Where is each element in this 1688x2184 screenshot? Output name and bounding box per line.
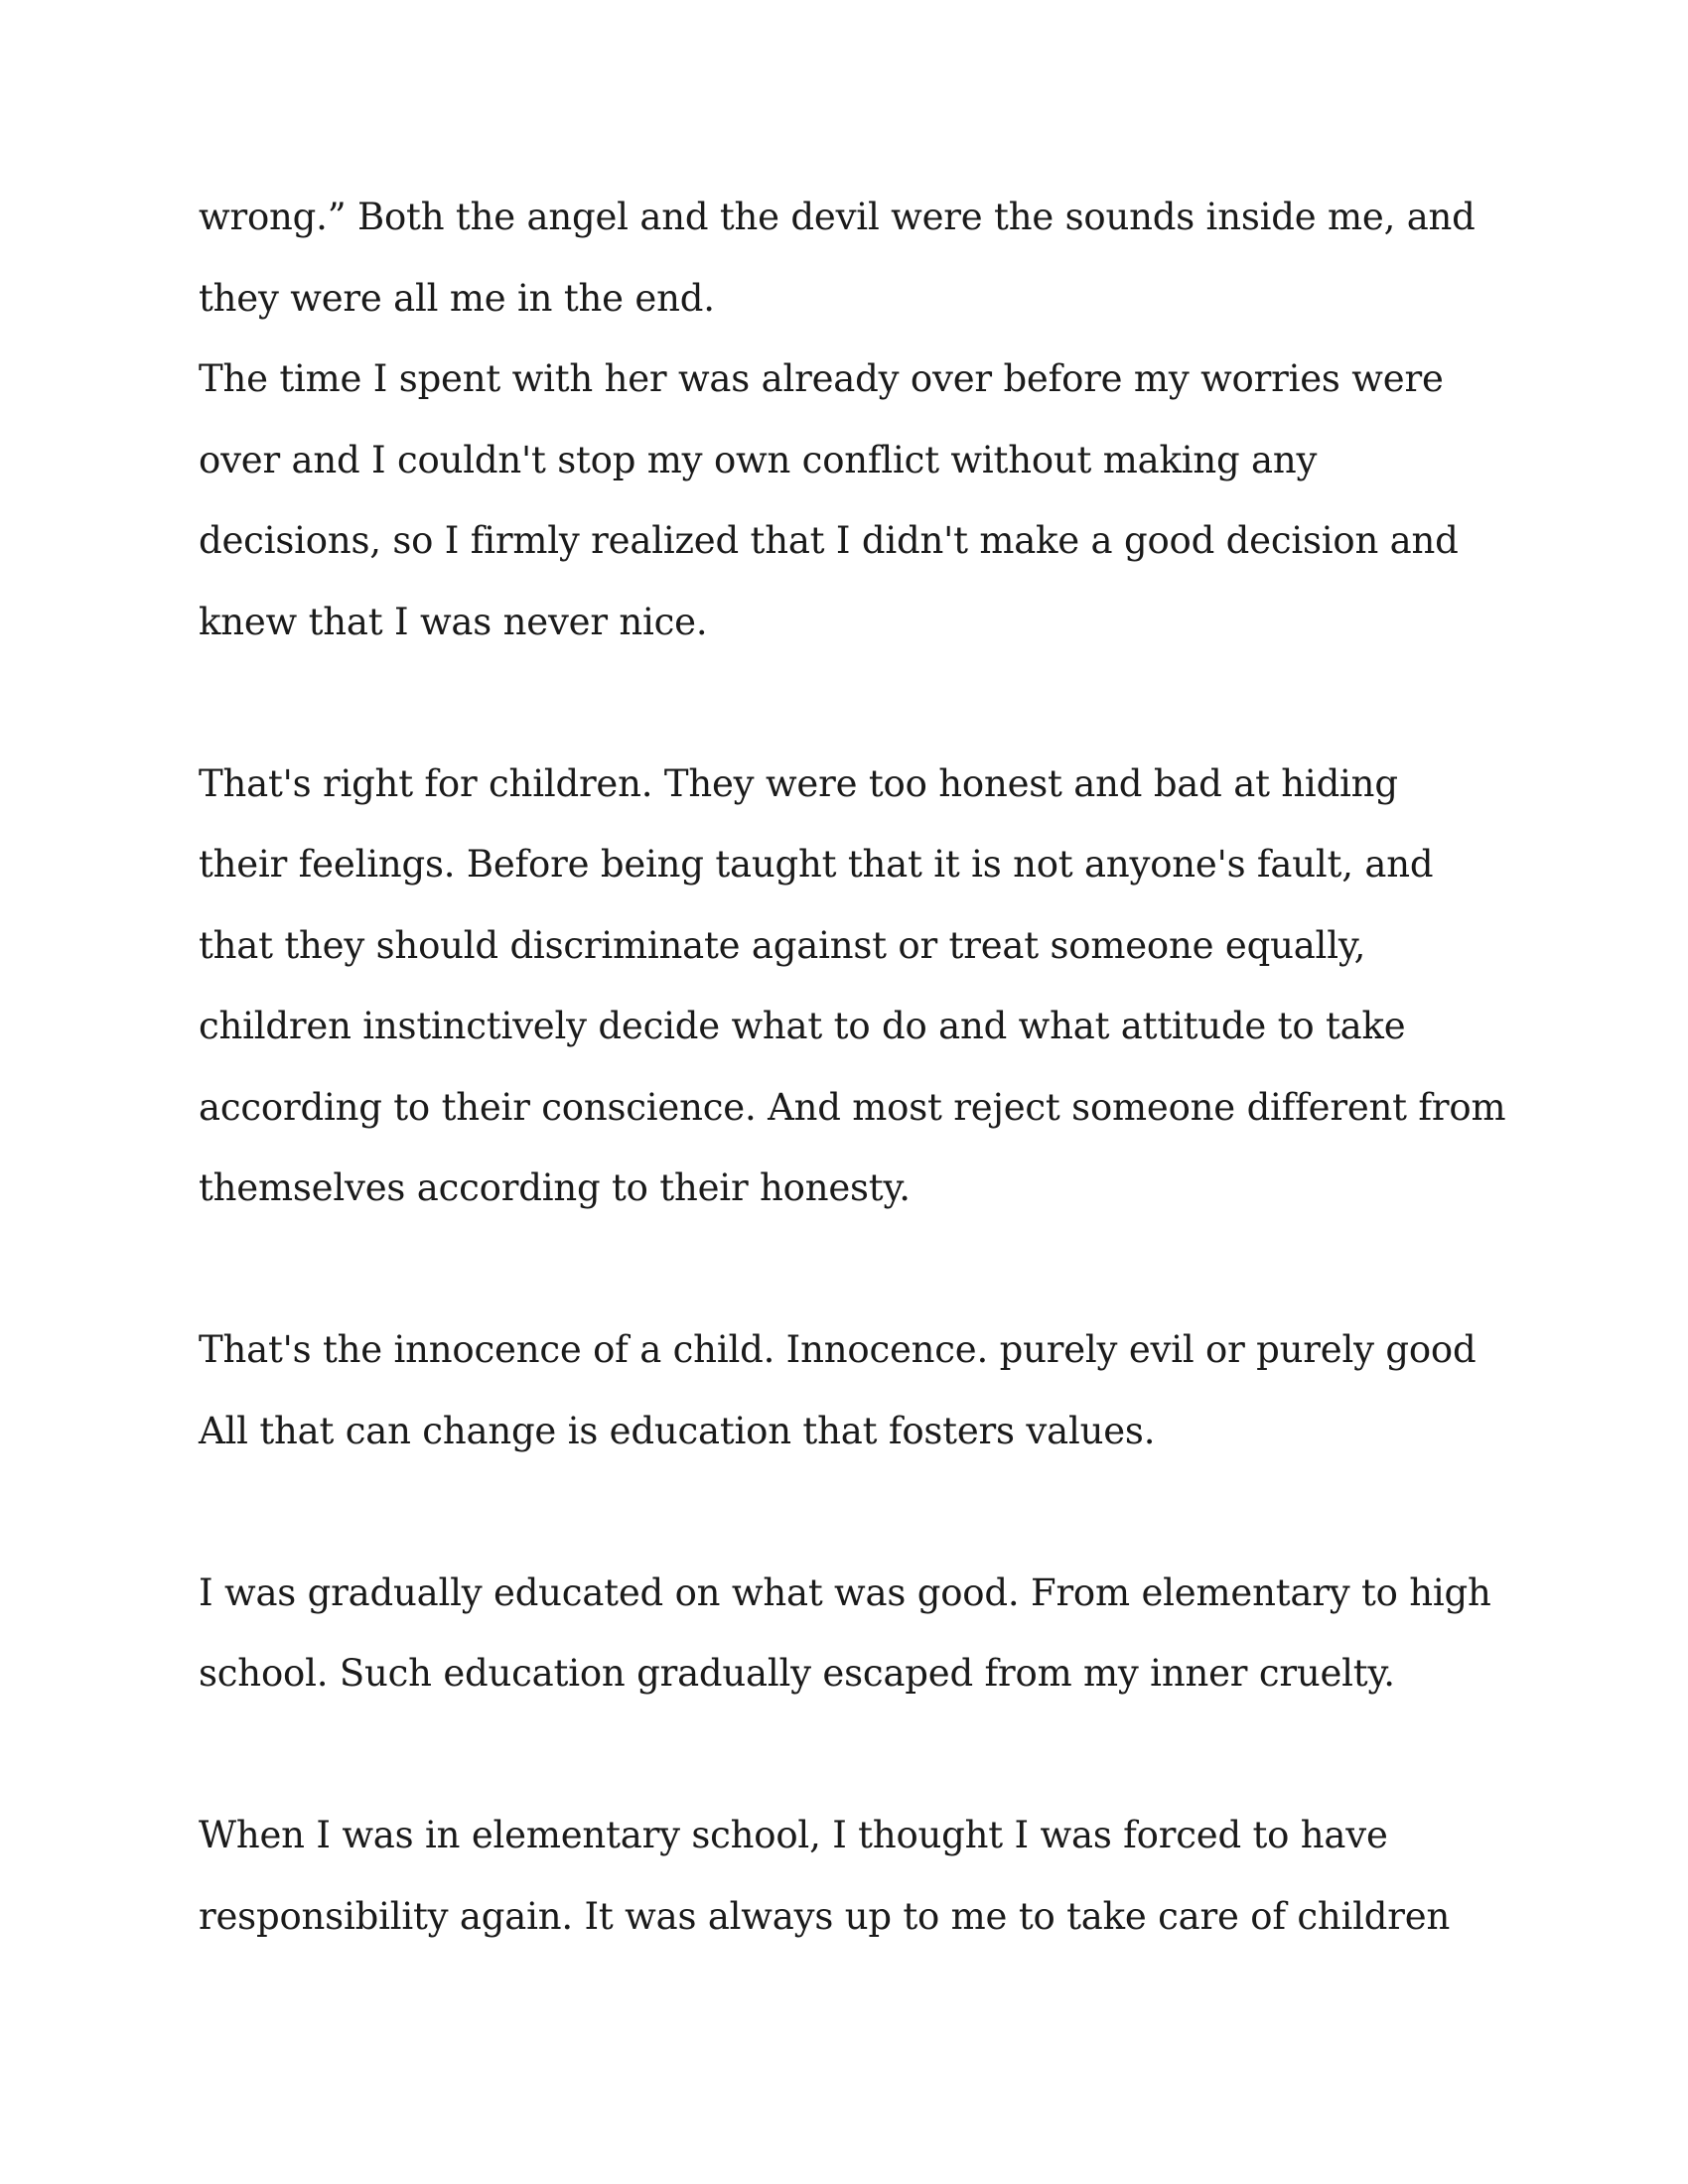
text-line: When I was in elementary school, I thought I was forced to have: [199, 1814, 1388, 1856]
text-line: responsibility again. It was always up to me to take care of children: [199, 1894, 1451, 1938]
text-line: they were all me in the end.: [199, 276, 715, 320]
paragraph-6: [199, 1795, 1509, 1957]
text-line: that they should discriminate against or treat someone equally,: [199, 923, 1366, 967]
text-line: That's the innocence of a child. Innocence. purely evil or purely good: [199, 1328, 1477, 1371]
paragraph-3: [199, 744, 1509, 1229]
text-line: The time I spent with her was already over before my worries were: [199, 357, 1444, 400]
text-line: All that can change is education that fosters values.: [199, 1409, 1156, 1452]
text-line: knew that I was never nice.: [199, 600, 708, 643]
text-line: according to their conscience. And most reject someone different from: [199, 1085, 1506, 1129]
text-line: themselves according to their honesty.: [199, 1166, 911, 1209]
paragraph-1: [199, 177, 1509, 339]
paragraph-4: [199, 1309, 1509, 1471]
text-line: wrong.” Both the angel and the devil were the sounds inside me, and: [199, 196, 1476, 238]
text-line: school. Such education gradually escaped from my inner cruelty.: [199, 1652, 1395, 1695]
text-line: decisions, so I firmly realized that I didn't make a good decision and: [199, 519, 1459, 562]
text-line: children instinctively decide what to do and what attitude to take: [199, 1005, 1406, 1047]
document-body: [199, 177, 1509, 1957]
text-line: their feelings. Before being taught that it is not anyone's fault, and: [199, 843, 1434, 886]
text-line: over and I couldn't stop my own conflict without making any: [199, 438, 1318, 481]
paragraph-spacer: [199, 1229, 1509, 1310]
paragraph-spacer: [199, 662, 1509, 744]
paragraph-spacer: [199, 1714, 1509, 1796]
text-line: I was gradually educated on what was good. From elementary to high: [199, 1570, 1491, 1614]
paragraph-spacer: [199, 1471, 1509, 1553]
paragraph-5: [199, 1553, 1509, 1714]
text-line: That's right for children. They were too honest and bad at hiding: [199, 761, 1398, 805]
paragraph-2: [199, 339, 1509, 662]
